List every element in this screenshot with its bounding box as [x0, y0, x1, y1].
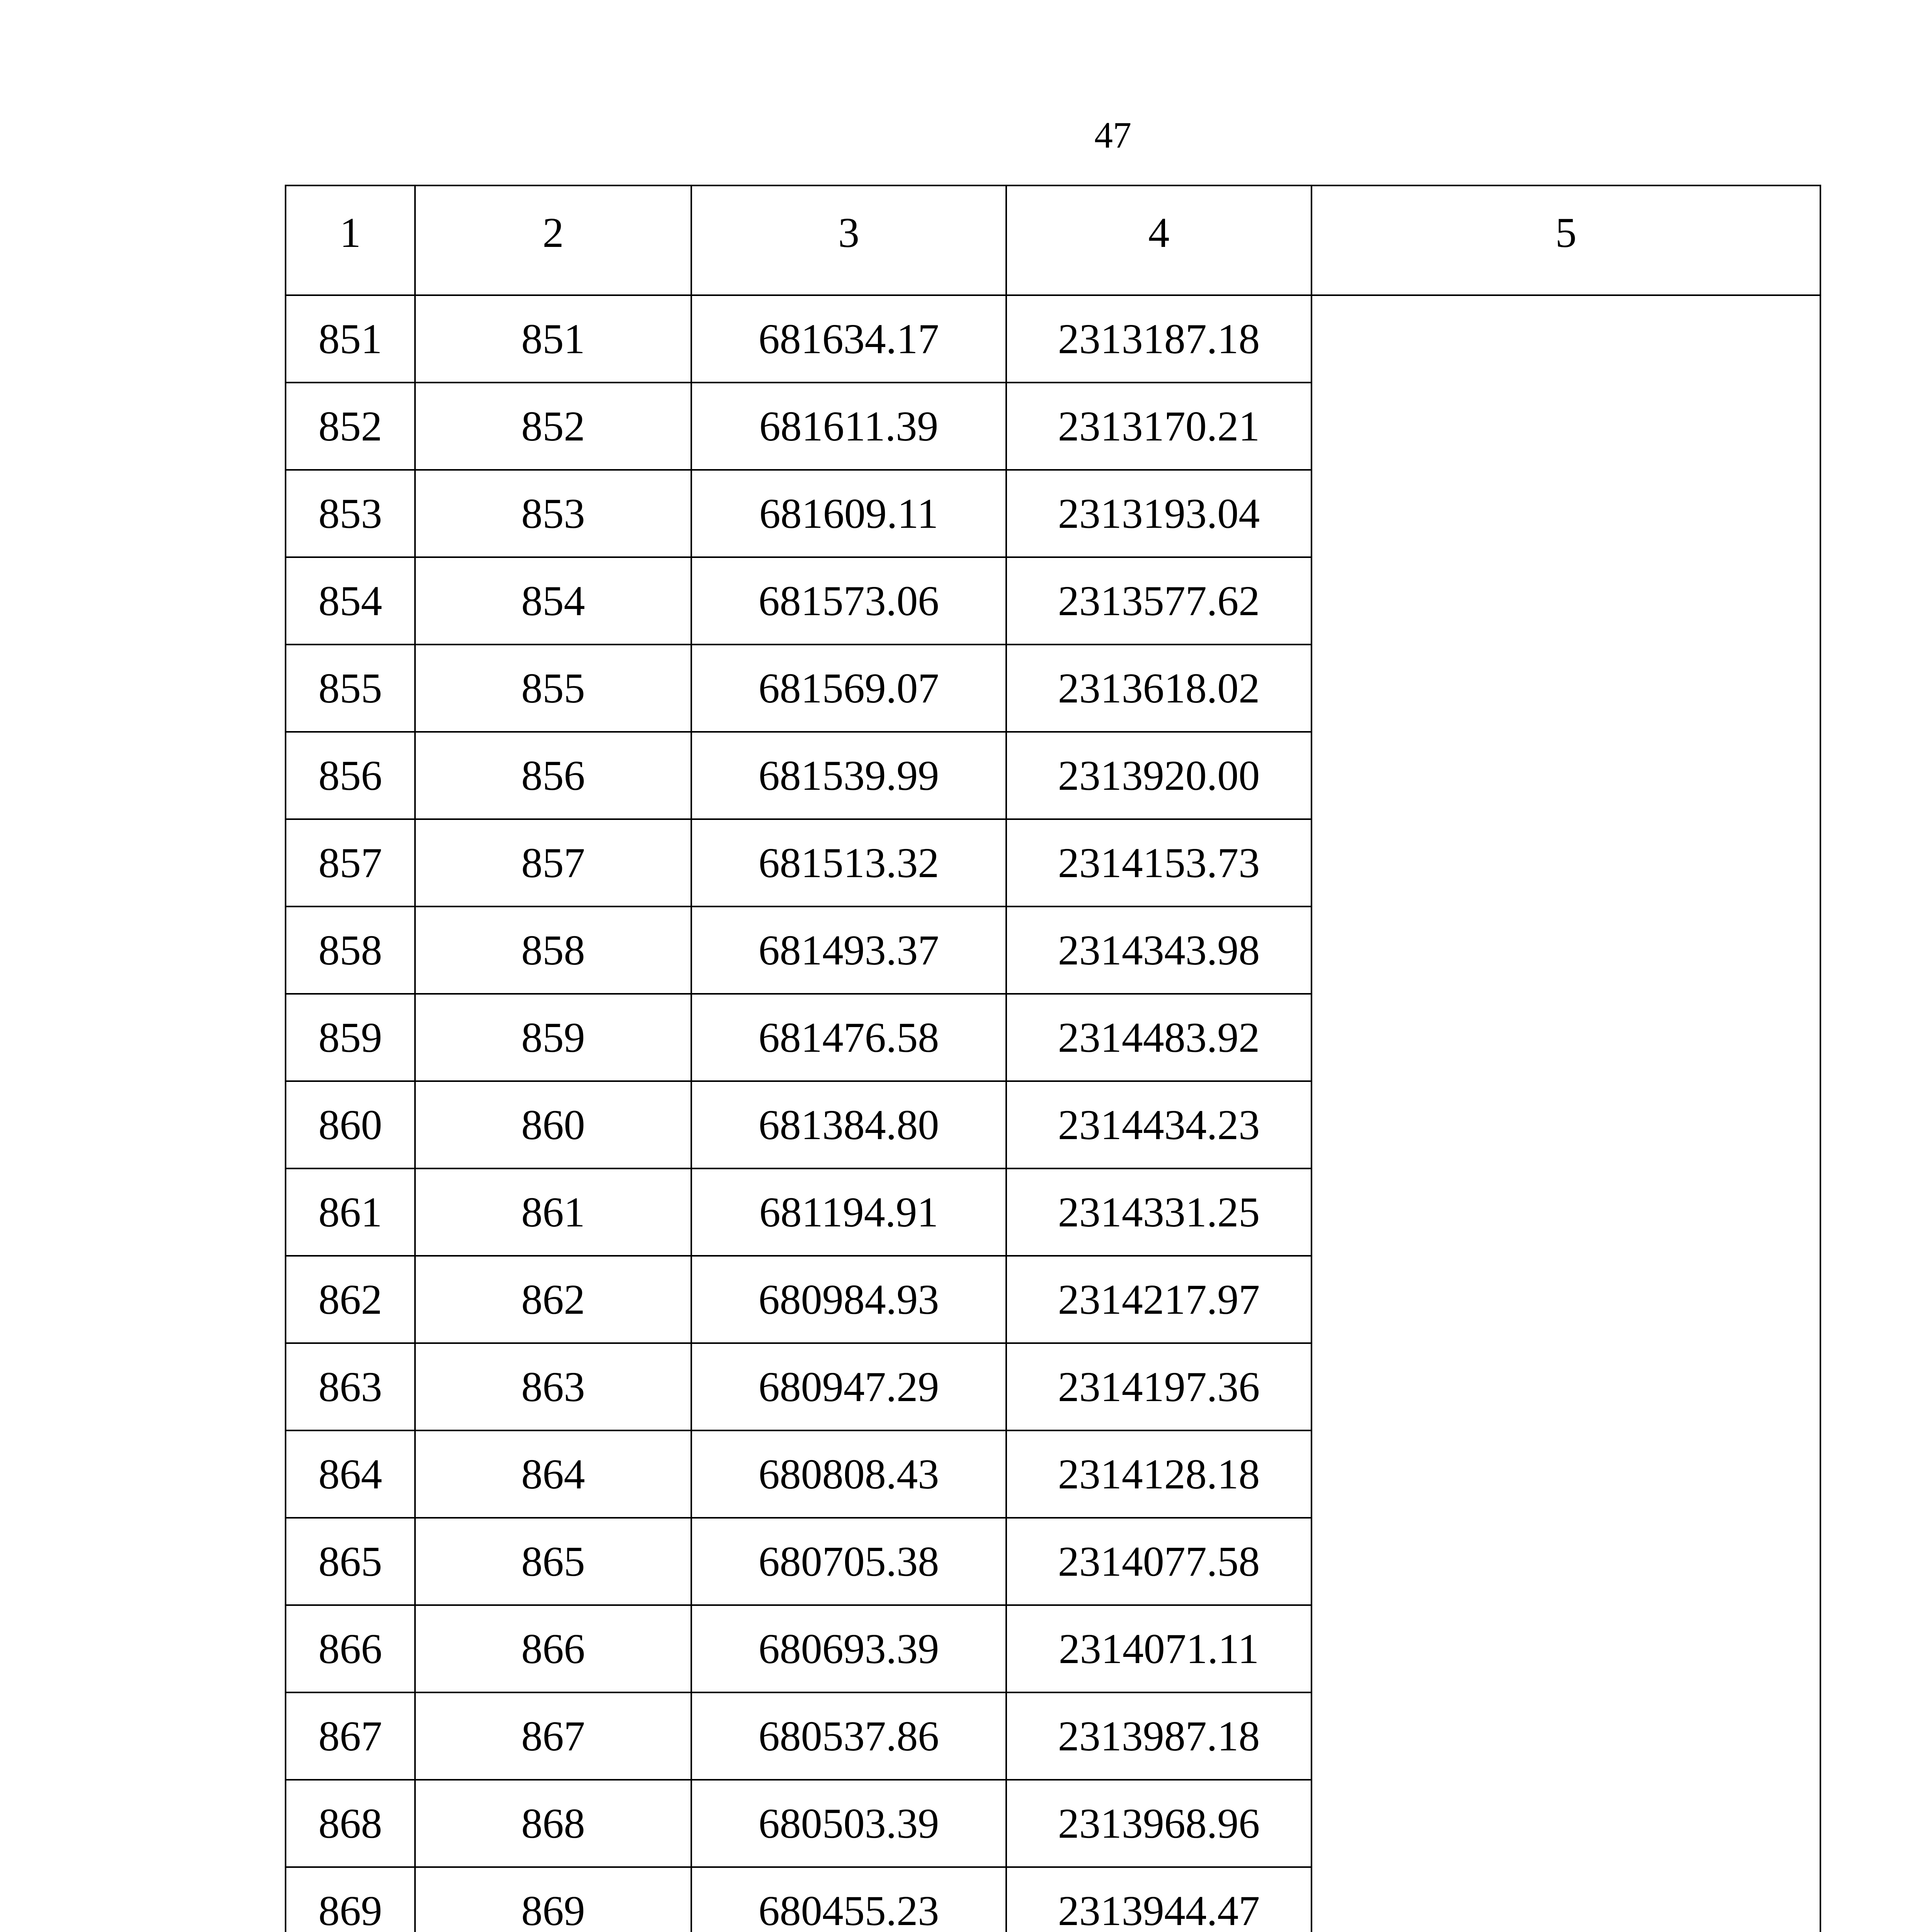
table-cell-col-3: 681569.07: [691, 645, 1006, 732]
table-cell-col-2: 864: [415, 1430, 691, 1518]
table-cell-col-4: 2313920.00: [1006, 732, 1311, 819]
table-body: [286, 185, 1820, 1932]
header-col-2: 2: [415, 185, 691, 295]
table-cell-col-1: 869: [286, 1867, 415, 1932]
table-cell-col-1: 866: [286, 1605, 415, 1692]
table-cell-col-5-merged: [1311, 295, 1820, 1932]
table-cell-col-3: 681194.91: [691, 1168, 1006, 1256]
table-cell-col-1: 861: [286, 1168, 415, 1256]
header-col-1: 1: [286, 185, 415, 295]
table-cell-col-3: 680503.39: [691, 1780, 1006, 1867]
table-header-row: [286, 185, 1820, 295]
table-cell-col-3: 680693.39: [691, 1605, 1006, 1692]
table-cell-col-2: 863: [415, 1343, 691, 1430]
table-cell-col-2: 851: [415, 295, 691, 383]
table-cell-col-1: 854: [286, 557, 415, 645]
table-cell-col-2: 860: [415, 1081, 691, 1168]
table-cell-col-4: 2314153.73: [1006, 819, 1311, 906]
table-cell-col-3: 681634.17: [691, 295, 1006, 383]
table-cell-col-1: 862: [286, 1256, 415, 1343]
table-cell-col-3: 681611.39: [691, 383, 1006, 470]
table-cell-col-4: 2314434.23: [1006, 1081, 1311, 1168]
table-cell-col-4: 2313193.04: [1006, 470, 1311, 557]
table-cell-col-2: 861: [415, 1168, 691, 1256]
table-cell-col-2: 852: [415, 383, 691, 470]
table-cell-col-3: 681609.11: [691, 470, 1006, 557]
table-cell-col-2: 862: [415, 1256, 691, 1343]
table-cell-col-3: 680455.23: [691, 1867, 1006, 1932]
table-cell-col-4: 2314217.97: [1006, 1256, 1311, 1343]
table-cell-col-4: 2314077.58: [1006, 1518, 1311, 1605]
table-cell-col-3: 681476.58: [691, 994, 1006, 1081]
table-cell-col-1: 857: [286, 819, 415, 906]
header-col-3: 3: [691, 185, 1006, 295]
table-cell-col-1: 856: [286, 732, 415, 819]
table-cell-col-1: 858: [286, 906, 415, 994]
table-cell-col-1: 853: [286, 470, 415, 557]
table-cell-col-4: 2313187.18: [1006, 295, 1311, 383]
table-cell-col-2: 867: [415, 1692, 691, 1780]
table-cell-col-4: 2314331.25: [1006, 1168, 1311, 1256]
table-cell-col-1: 865: [286, 1518, 415, 1605]
table-cell-col-4: 2313968.96: [1006, 1780, 1311, 1867]
table-cell-col-2: 856: [415, 732, 691, 819]
table-cell-col-4: 2313577.62: [1006, 557, 1311, 645]
table-cell-col-2: 869: [415, 1867, 691, 1932]
table-cell-col-3: 680537.86: [691, 1692, 1006, 1780]
table-cell-col-1: 867: [286, 1692, 415, 1780]
table-cell-col-4: 2314483.92: [1006, 994, 1311, 1081]
table-cell-col-4: 2314071.11: [1006, 1605, 1311, 1692]
table-cell-col-1: 864: [286, 1430, 415, 1518]
table-cell-col-3: 680808.43: [691, 1430, 1006, 1518]
table-cell-col-4: 2314197.36: [1006, 1343, 1311, 1430]
table-cell-col-3: 681573.06: [691, 557, 1006, 645]
table-cell-col-2: 855: [415, 645, 691, 732]
table-cell-col-1: 859: [286, 994, 415, 1081]
table-cell-col-2: 854: [415, 557, 691, 645]
table-cell-col-3: 681384.80: [691, 1081, 1006, 1168]
table-cell-col-3: 681493.37: [691, 906, 1006, 994]
table-cell-col-3: 681539.99: [691, 732, 1006, 819]
table-cell-col-1: 855: [286, 645, 415, 732]
page-number: 47: [1094, 114, 1131, 156]
table-cell-col-4: 2313944.47: [1006, 1867, 1311, 1932]
table-cell-col-3: 680705.38: [691, 1518, 1006, 1605]
coordinates-table: [285, 185, 1821, 1932]
table-cell-col-1: 868: [286, 1780, 415, 1867]
table-cell-col-4: 2313170.21: [1006, 383, 1311, 470]
header-col-4: 4: [1006, 185, 1311, 295]
table-cell-col-3: 681513.32: [691, 819, 1006, 906]
table-cell-col-2: 868: [415, 1780, 691, 1867]
table-cell-col-3: 680947.29: [691, 1343, 1006, 1430]
table-cell-col-2: 866: [415, 1605, 691, 1692]
table-cell-col-4: 2313987.18: [1006, 1692, 1311, 1780]
table-cell-col-4: 2313618.02: [1006, 645, 1311, 732]
table-cell-col-2: 857: [415, 819, 691, 906]
table-cell-col-1: 852: [286, 383, 415, 470]
table-cell-col-2: 859: [415, 994, 691, 1081]
table-cell-col-2: 865: [415, 1518, 691, 1605]
table-cell-col-4: 2314343.98: [1006, 906, 1311, 994]
table-cell-col-4: 2314128.18: [1006, 1430, 1311, 1518]
table-cell-col-2: 853: [415, 470, 691, 557]
table-cell-col-1: 860: [286, 1081, 415, 1168]
table-cell-col-1: 851: [286, 295, 415, 383]
table-row: [286, 295, 1820, 383]
table-cell-col-1: 863: [286, 1343, 415, 1430]
table-cell-col-3: 680984.93: [691, 1256, 1006, 1343]
header-col-5: 5: [1311, 185, 1820, 295]
table-cell-col-2: 858: [415, 906, 691, 994]
